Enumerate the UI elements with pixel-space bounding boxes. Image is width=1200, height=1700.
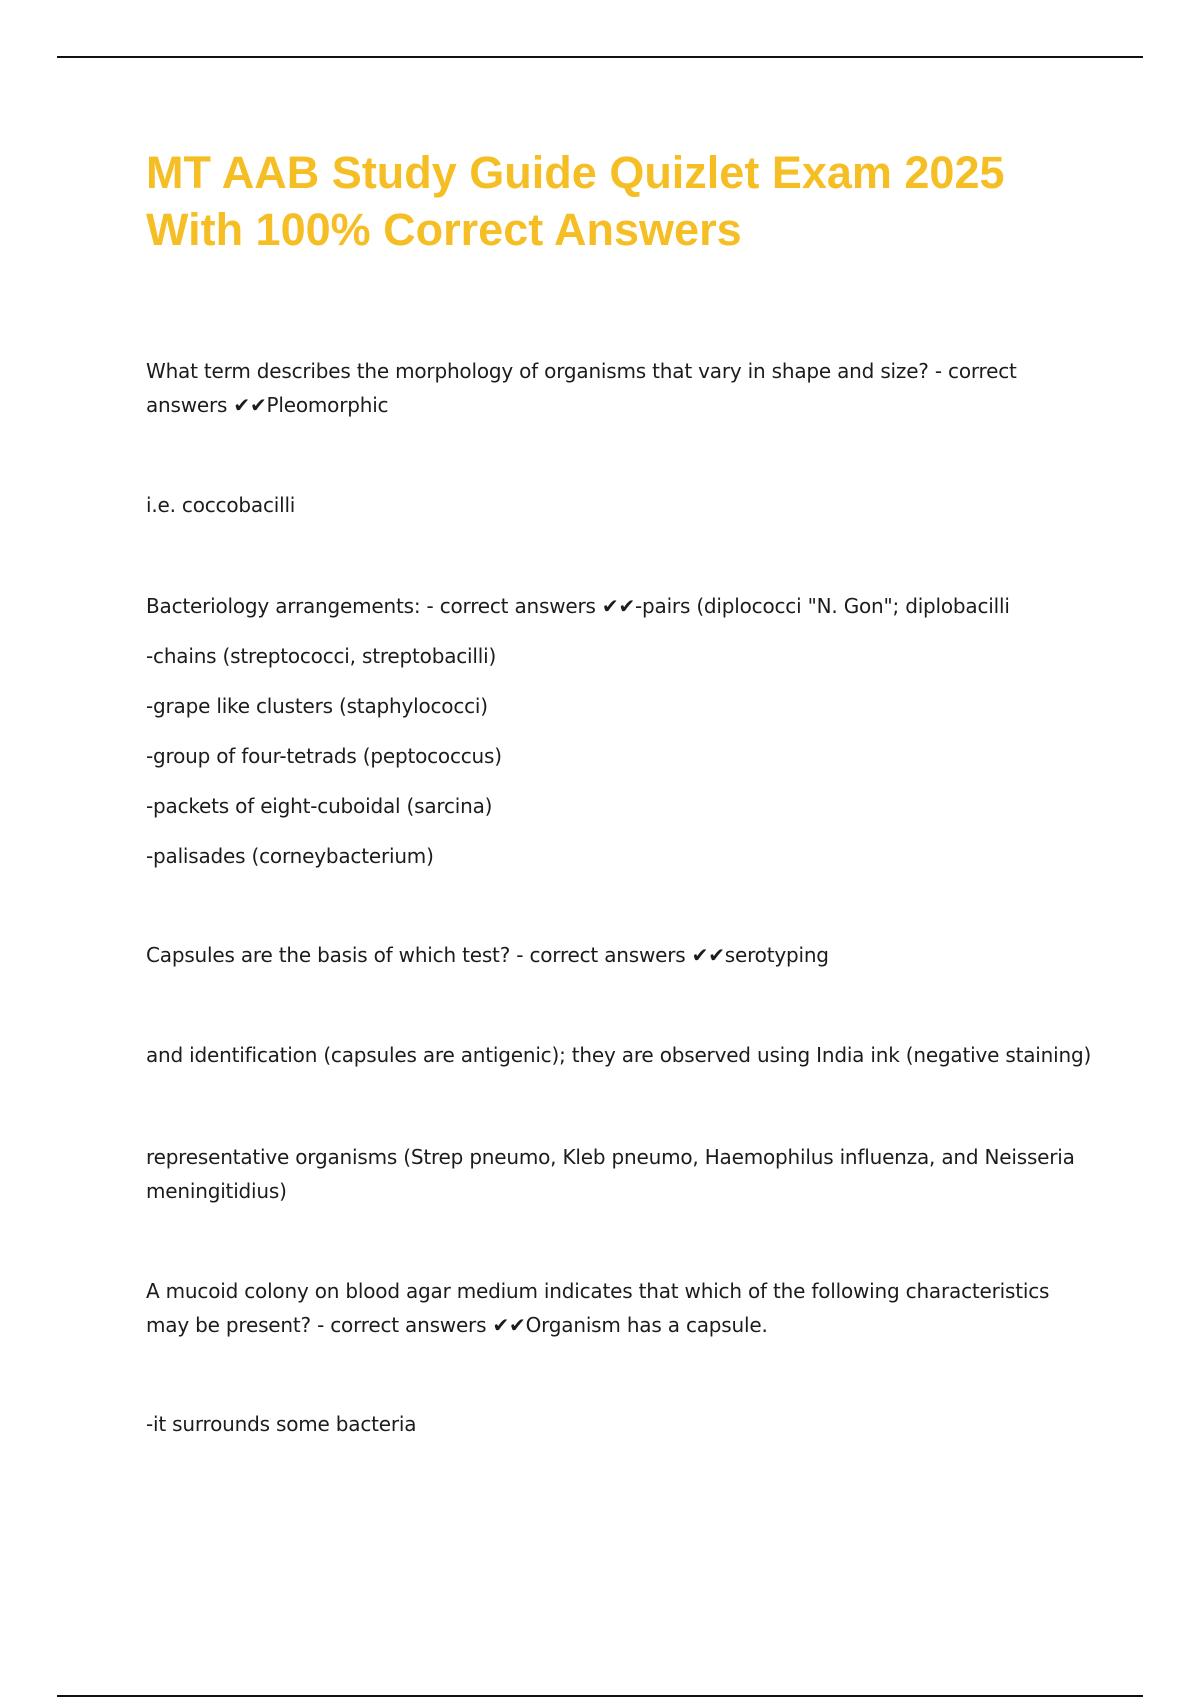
text-line: answers ✔✔Pleomorphic [146, 393, 389, 417]
text-line: representative organisms (Strep pneumo, Kleb pneumo, Haemophilus influenza, and Neisseria [146, 1145, 1075, 1169]
bottom-rule [57, 1695, 1143, 1697]
text-line: -it surrounds some bacteria [146, 1412, 417, 1436]
text-line: and identification (capsules are antigenic); they are observed using India ink (negative staining) [146, 1043, 1092, 1067]
paragraph-representative-organisms [146, 1140, 1086, 1208]
text-line: -chains (streptococci, streptobacilli) [146, 644, 497, 668]
list-item-grape-clusters [146, 689, 1086, 723]
text-line: What term describes the morphology of organisms that vary in shape and size? - correct [146, 359, 1017, 383]
text-line: may be present? - correct answers ✔✔Organism has a capsule. [146, 1313, 768, 1337]
text-line: -group of four-tetrads (peptococcus) [146, 744, 502, 768]
question-pleomorphic [146, 354, 1086, 422]
list-item-tetrads [146, 739, 1086, 773]
question-capsules-test [146, 938, 1086, 972]
list-item-chains [146, 639, 1086, 673]
title-line-2: With 100% Correct Answers [146, 204, 742, 255]
text-line: meningitidius) [146, 1179, 287, 1203]
list-item-palisades [146, 839, 1086, 873]
text-line: -palisades (corneybacterium) [146, 844, 434, 868]
list-item-sarcina [146, 789, 1086, 823]
text-line: Capsules are the basis of which test? - correct answers ✔✔serotyping [146, 943, 829, 967]
question-bacteriology-arrangements [146, 589, 1086, 623]
top-rule [57, 56, 1143, 58]
document-title [146, 144, 1106, 258]
paragraph-identification [146, 1038, 1092, 1072]
paragraph-surrounds-bacteria [146, 1407, 1086, 1441]
text-line: i.e. coccobacilli [146, 493, 296, 517]
text-line: -grape like clusters (staphylococci) [146, 694, 488, 718]
paragraph-coccobacilli [146, 488, 1086, 522]
text-line: Bacteriology arrangements: - correct answers ✔✔-pairs (diplococci "N. Gon"; diplobacilli [146, 594, 1010, 618]
question-mucoid-colony [146, 1274, 1086, 1342]
text-line: -packets of eight-cuboidal (sarcina) [146, 794, 493, 818]
text-line: A mucoid colony on blood agar medium indicates that which of the following characteristics [146, 1279, 1050, 1303]
title-line-1: MT AAB Study Guide Quizlet Exam 2025 [146, 147, 1005, 198]
